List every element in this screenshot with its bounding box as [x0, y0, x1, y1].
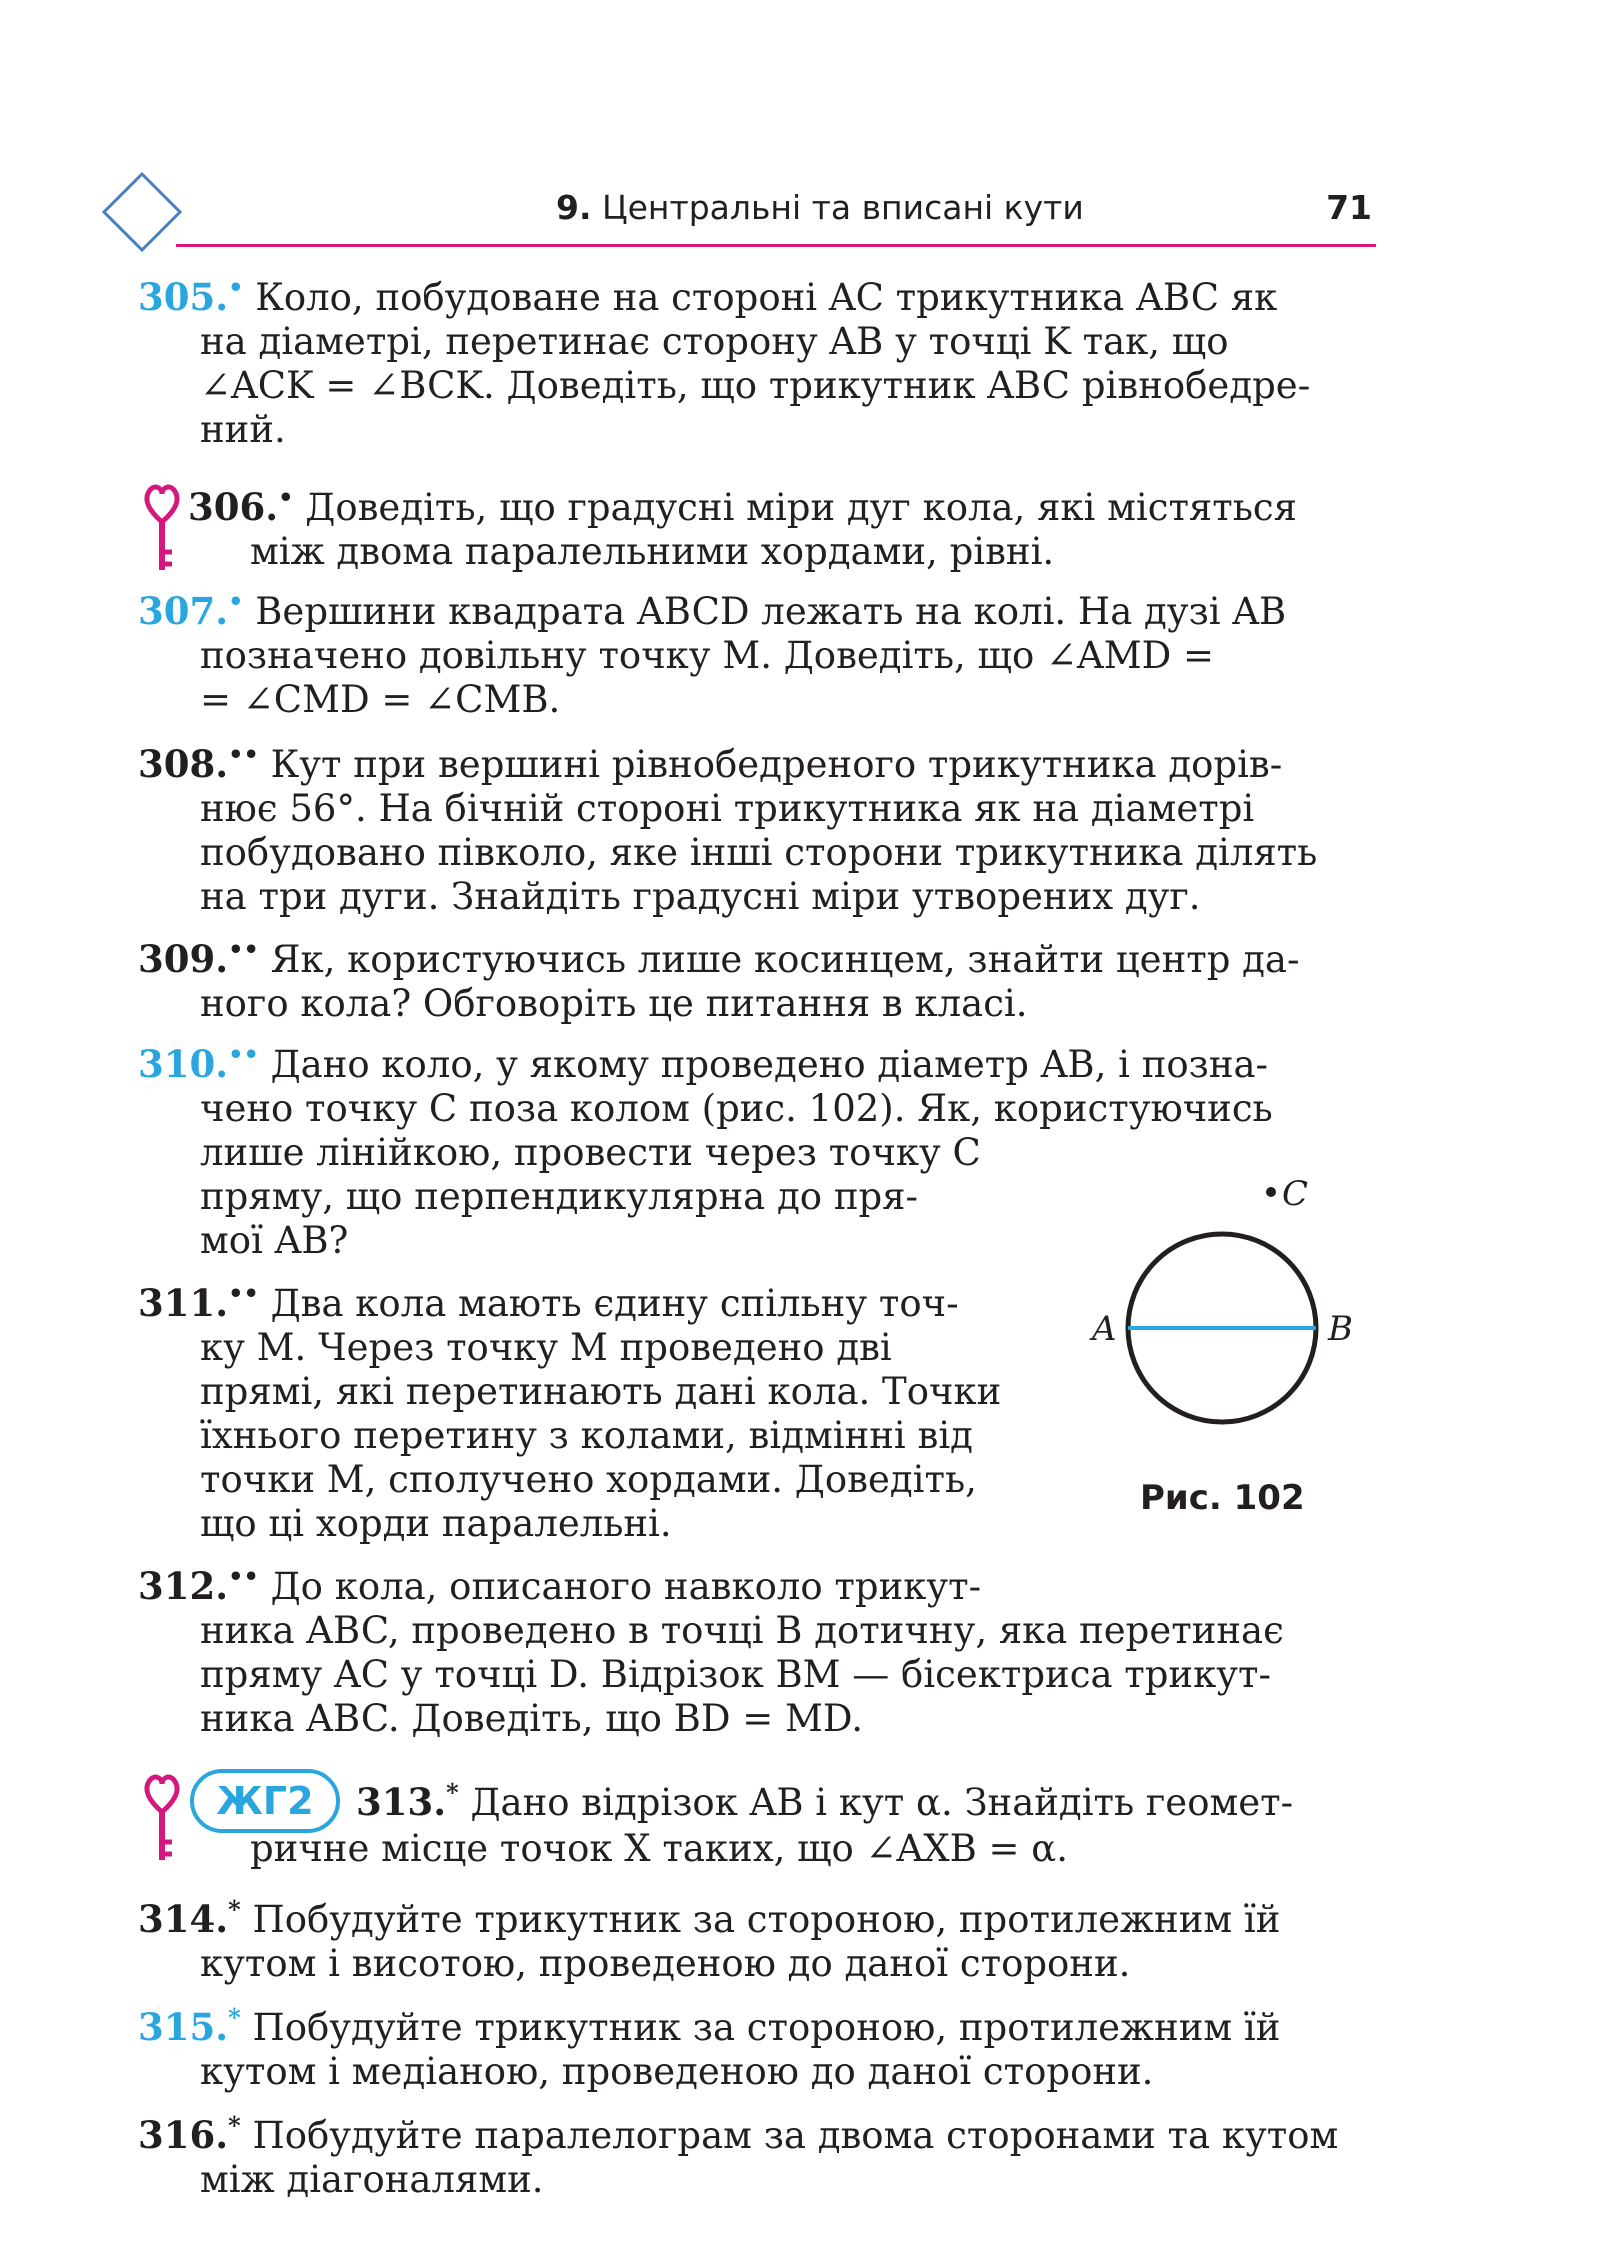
problem-line: чено точку C поза колом (рис. 102). Як, користуючись — [200, 1087, 1273, 1130]
problem-text: До кола, описаного навколо трикут- — [270, 1565, 982, 1608]
problem-text: Побудуйте паралелограм за двома сторонами та кутом — [252, 2114, 1339, 2157]
problem-line: ку M. Через точку M проведено дві — [200, 1326, 892, 1369]
problem-text: Дано відрізок AB і кут α. Знайдіть геомет- — [470, 1781, 1294, 1824]
problem-text: Коло, побудоване на стороні AC трикутника ABC як — [255, 276, 1278, 319]
problem-308 — [138, 733, 1378, 919]
problem-line — [138, 1555, 1378, 1609]
problem-line — [138, 1033, 1378, 1087]
problem-text: Кут при вершині рівнобедреного трикутника дорів- — [270, 743, 1283, 786]
problem-line: прямі, які перетинають дані кола. Точки — [200, 1370, 1002, 1413]
problem-305 — [138, 266, 1378, 452]
problem-line: на діаметрі, перетинає сторону AB у точці K так, що — [200, 320, 1229, 363]
problem-line: ного кола? Обговоріть це питання в класі. — [200, 982, 1028, 1025]
problem-line: між двома паралельними хордами, рівні. — [250, 530, 1055, 573]
problem-line — [138, 2104, 1378, 2158]
section-number: 9. — [556, 188, 592, 227]
problem-line: точки M, сполучено хордами. Доведіть, — [200, 1458, 977, 1501]
problem-line — [138, 266, 1378, 320]
problem-line — [138, 1996, 1378, 2050]
problem-line: = ∠CMD = ∠CMB. — [200, 678, 561, 721]
problem-text: Вершини квадрата ABCD лежать на колі. На дузі AB — [255, 590, 1287, 633]
problem-number: 305.• — [138, 273, 244, 319]
problem-number: 315.* — [138, 2003, 241, 2049]
page-number: 71 — [1326, 188, 1372, 227]
problem-line: між діагоналями. — [200, 2158, 544, 2201]
diamond-icon — [100, 170, 184, 254]
problem-line: мої AB? — [200, 1219, 349, 1262]
problem-line — [138, 1888, 1378, 1942]
problem-line — [138, 733, 1378, 787]
problem-306 — [188, 476, 1378, 574]
problem-line — [138, 580, 1378, 634]
problem-line: ричне місце точок X таких, що ∠AXB = α. — [250, 1827, 1069, 1870]
problem-line — [188, 476, 1378, 530]
problem-text: Як, користуючись лише косинцем, знайти центр да- — [270, 938, 1300, 981]
header-divider — [176, 244, 1376, 247]
problem-line: кутом і медіаною, проведеною до даної сторони. — [200, 2050, 1154, 2093]
figure-circle-diameter — [1060, 1160, 1360, 1480]
problem-text: Дано коло, у якому проведено діаметр AB, і позна- — [270, 1043, 1269, 1086]
label-b: B — [1328, 1309, 1353, 1349]
problem-text: Побудуйте трикутник за стороною, протилежним їй — [252, 1898, 1281, 1941]
problem-number: 314.* — [138, 1895, 241, 1941]
figure-caption: Рис. 102 — [1140, 1478, 1305, 1518]
problem-line: нює 56°. На бічній стороні трикутника як на діаметрі — [200, 787, 1255, 830]
problem-line: що ці хорди паралельні. — [200, 1502, 672, 1545]
problem-number: 313.* — [356, 1778, 459, 1824]
problem-311 — [138, 1272, 1048, 1546]
problem-313 — [356, 1771, 1378, 1825]
section-title-text: Центральні та вписані кути — [602, 188, 1084, 227]
key-icon — [142, 478, 182, 574]
problem-line — [138, 928, 1378, 982]
problem-line: на три дуги. Знайдіть градусні міри утворених дуг. — [200, 875, 1201, 918]
problem-number: 307.• — [138, 587, 244, 633]
problem-line: ника ABC. Доведіть, що BD = MD. — [200, 1697, 864, 1740]
problem-line: лише лінійкою, провести через точку C — [200, 1131, 981, 1174]
problem-312 — [138, 1555, 1378, 1741]
problem-313-cont — [250, 1827, 1378, 1871]
problem-text: Доведіть, що градусні міри дуг кола, які містяться — [305, 486, 1297, 529]
problem-line: побудовано півколо, яке інші сторони трикутника ділять — [200, 831, 1318, 874]
problem-line: ника ABC, проведено в точці B дотичну, яка перетинає — [200, 1609, 1284, 1652]
problem-number: 310.•• — [138, 1040, 259, 1086]
problem-line: їхнього перетину з колами, відмінні від — [200, 1414, 973, 1457]
section-title — [556, 188, 1084, 227]
problem-line: позначено довільну точку M. Доведіть, що ∠AMD = — [200, 634, 1215, 677]
problem-309 — [138, 928, 1378, 1026]
problem-number: 306.• — [188, 483, 294, 529]
problem-316 — [138, 2104, 1378, 2202]
problem-text: Побудуйте трикутник за стороною, протилежним їй — [252, 2006, 1281, 2049]
problem-number: 308.•• — [138, 740, 259, 786]
problem-text: Два кола мають єдину спільну точ- — [270, 1282, 959, 1325]
problem-line: ний. — [200, 408, 286, 451]
label-c: C — [1282, 1174, 1309, 1214]
problem-number: 309.•• — [138, 935, 259, 981]
label-a: A — [1092, 1309, 1117, 1349]
key-icon — [142, 1768, 182, 1864]
problem-line — [138, 1272, 1048, 1326]
problem-314 — [138, 1888, 1378, 1986]
point-c — [1266, 1187, 1276, 1197]
problem-line: пряму AC у точці D. Відрізок BM — бісектриса трикут- — [200, 1653, 1271, 1696]
problem-307 — [138, 580, 1378, 722]
problem-line: пряму, що перпендикулярна до пря- — [200, 1175, 919, 1218]
problem-number: 312.•• — [138, 1562, 259, 1608]
problem-line: ∠ACK = ∠BCK. Доведіть, що трикутник ABC рівнобедре- — [200, 364, 1311, 407]
problem-line — [356, 1771, 1378, 1825]
zhg2-badge: ЖГ2 — [190, 1769, 340, 1833]
problem-number: 311.•• — [138, 1279, 259, 1325]
problem-315 — [138, 1996, 1378, 2094]
problem-number: 316.* — [138, 2111, 241, 2157]
problem-line: кутом і висотою, проведеною до даної сторони. — [200, 1942, 1131, 1985]
